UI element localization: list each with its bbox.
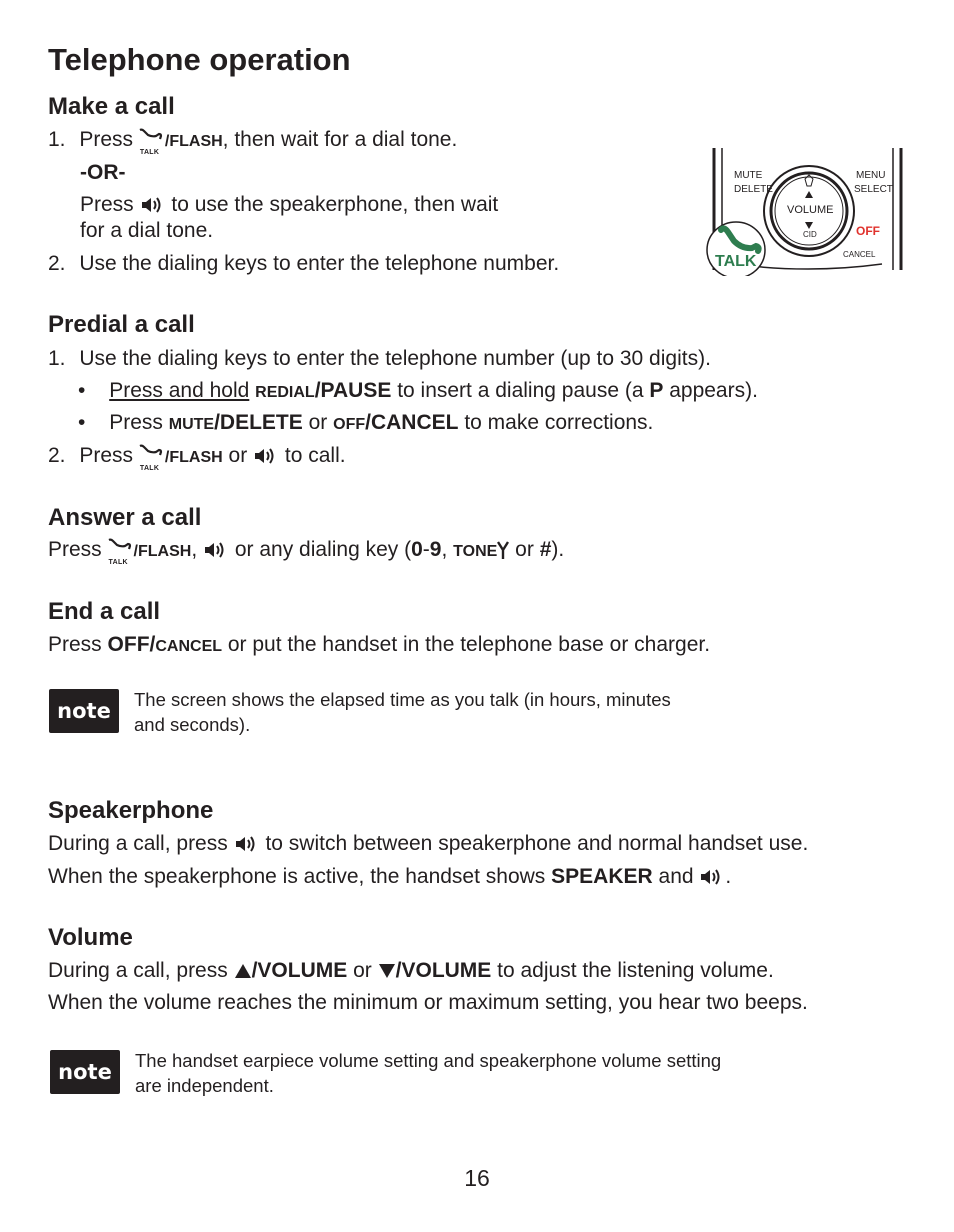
talk-key-icon: TALK: [139, 128, 165, 148]
volume-line1: During a call, press /VOLUME or /VOLUME to adjust the listening volume.: [48, 959, 774, 982]
speakerphone-heading: Speakerphone: [48, 797, 214, 824]
page-title: Telephone operation: [48, 42, 351, 77]
make-call-speaker-line2: for a dial tone.: [80, 219, 214, 242]
menu-key-label: MENU: [856, 170, 886, 181]
speaker-icon: [253, 446, 279, 466]
select-key-label: SELECT: [854, 184, 893, 195]
tone-star-icon: [497, 540, 509, 560]
make-call-heading: Make a call: [48, 93, 175, 120]
delete-key-label: DELETE: [734, 184, 773, 195]
speaker-icon: [699, 867, 725, 887]
predial-step2: 2. Press TALK /FLASH or to call.: [48, 444, 346, 472]
note-text-independent: The handset earpiece volume setting and speakerphone volume setting are independent.: [135, 1050, 722, 1096]
page-number: 16: [464, 1165, 490, 1191]
speaker-icon: [140, 195, 166, 215]
speakerphone-line2: When the speakerphone is active, the handset shows SPEAKER and .: [48, 865, 732, 888]
off-key-label: OFF: [856, 224, 880, 238]
predial-step1: 1. Use the dialing keys to enter the telephone number (up to 30 digits).: [48, 347, 711, 370]
bullet: •: [78, 379, 86, 402]
note-text-elapsed: The screen shows the elapsed time as you talk (in hours, minutes and seconds).: [134, 689, 671, 735]
mute-key-label: MUTE: [734, 170, 763, 181]
answer-text: Press TALK /FLASH, or any dialing key (0-9, TONE or #).: [48, 538, 565, 566]
predial-heading: Predial a call: [48, 311, 195, 338]
make-call-step1: 1. Press TALK /FLASH, then wait for a dial tone.: [48, 128, 458, 156]
volume-up-icon: [234, 963, 252, 979]
cancel-key-label: CANCEL: [843, 250, 876, 259]
speakerphone-line1: During a call, press to switch between speakerphone and normal handset use.: [48, 832, 809, 855]
volume-line2: When the volume reaches the minimum or maximum setting, you hear two beeps.: [48, 991, 808, 1014]
talk-key-label: TALK: [715, 253, 757, 270]
predial-bullet-corrections: • Press MUTE/DELETE or OFF/CANCEL to make corrections.: [78, 411, 654, 434]
make-call-step2: 2. Use the dialing keys to enter the telephone number.: [48, 252, 560, 275]
talk-key-icon: TALK: [139, 444, 165, 464]
predial-bullet-pause: • Press and hold REDIAL/PAUSE to insert a dialing pause (a P appears).: [78, 379, 758, 402]
speaker-icon: [234, 834, 260, 854]
cid-key-label: CID: [803, 230, 817, 239]
volume-down-icon: [378, 963, 396, 979]
make-call-speaker-line: Press to use the speakerphone, then wait: [80, 193, 499, 216]
handset-keypad-illustration: [700, 146, 910, 276]
answer-heading: Answer a call: [48, 504, 202, 531]
or-separator: -OR-: [80, 161, 126, 184]
talk-key-icon: TALK: [108, 538, 134, 558]
end-call-heading: End a call: [48, 598, 161, 625]
speaker-icon: [203, 540, 229, 560]
note-badge: note: [50, 1050, 120, 1094]
note-badge: note: [49, 689, 119, 733]
end-call-text: Press OFF/CANCEL or put the handset in the telephone base or charger.: [48, 633, 711, 656]
volume-heading: Volume: [48, 924, 133, 951]
bullet: •: [78, 411, 86, 434]
volume-key-label: VOLUME: [787, 204, 834, 216]
